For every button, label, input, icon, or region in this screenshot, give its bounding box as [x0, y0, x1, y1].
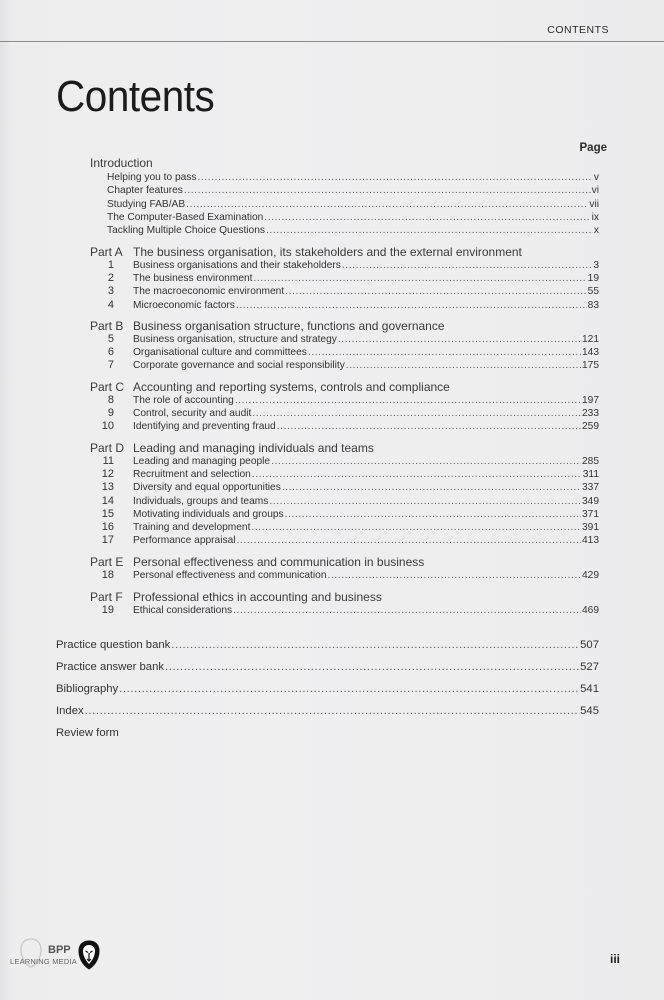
entry-title: The business environment [133, 273, 253, 285]
intro-entry[interactable] [107, 172, 599, 184]
intro-entry[interactable] [107, 212, 599, 224]
chapter-number: 8 [107, 394, 114, 406]
logo-brand: BPP [48, 944, 71, 956]
entry-title: Chapter features [107, 185, 183, 197]
entry-page-number: 541 [580, 683, 599, 695]
chapter-entry[interactable] [133, 300, 599, 312]
dot-leader [233, 605, 581, 617]
chapter-entry[interactable] [133, 570, 599, 582]
page-column-heading: Page [579, 142, 607, 154]
chapter-entry[interactable] [133, 496, 599, 508]
back-matter-entry[interactable] [56, 639, 599, 651]
chapter-entry[interactable] [133, 469, 599, 481]
part-title: Professional ethics in accounting and business [133, 590, 382, 604]
dot-leader [186, 199, 588, 211]
entry-page-number: 233 [582, 408, 599, 420]
back-matter-entry[interactable] [56, 661, 599, 673]
part-label: Part D [90, 441, 125, 455]
logo-subtitle: LEARNING MEDIA [10, 957, 77, 966]
chapter-number: 5 [107, 333, 114, 345]
dot-leader [327, 570, 581, 582]
entry-title: Microeconomic factors [133, 299, 235, 311]
entry-page-number: 83 [587, 299, 599, 311]
dot-leader [342, 260, 592, 272]
entry-page-number: 143 [582, 347, 599, 359]
entry-page-number: 19 [587, 273, 599, 285]
entry-page-number: 121 [582, 334, 599, 345]
chapter-entry[interactable] [133, 482, 599, 494]
dot-leader [277, 421, 581, 433]
dot-leader [264, 212, 590, 224]
entry-title: Control, security and audit [133, 408, 252, 420]
entry-title: The role of accounting [133, 395, 234, 406]
chapter-entry[interactable] [133, 456, 599, 468]
chapter-number: 11 [102, 455, 114, 467]
running-head-label: CONTENTS [547, 24, 609, 36]
entry-page-number: 3 [593, 260, 599, 271]
entry-page-number: 429 [582, 570, 599, 581]
entry-title: Ethical considerations [133, 605, 233, 616]
chapter-entry[interactable] [133, 408, 599, 420]
chapter-entry[interactable] [133, 509, 599, 521]
intro-entry[interactable] [107, 225, 599, 237]
entry-page-number: 259 [582, 421, 599, 433]
entry-title: Tackling Multiple Choice Questions [107, 225, 265, 237]
chapter-number: 16 [101, 521, 114, 533]
dot-leader [236, 300, 587, 312]
dot-leader [271, 456, 581, 468]
entry-page-number: 469 [582, 605, 599, 616]
chapter-number: 2 [107, 272, 114, 285]
chapter-number: 10 [101, 420, 114, 433]
entry-page-number: 413 [582, 535, 599, 547]
intro-entry[interactable] [107, 185, 599, 197]
entry-page-number: 545 [580, 705, 599, 717]
chapter-entry[interactable] [133, 605, 599, 617]
chapter-number: 1 [107, 259, 114, 271]
introduction-heading: Introduction [90, 156, 153, 170]
dot-leader [338, 334, 581, 346]
entry-title: Index [56, 705, 84, 717]
intro-entry[interactable] [107, 199, 599, 211]
entry-title: Training and development [133, 522, 251, 533]
entry-title: The macroeconomic environment [133, 286, 285, 298]
entry-title: Identifying and preventing fraud [133, 421, 276, 433]
entry-title: Practice question bank [56, 639, 171, 651]
chapter-number: 17 [101, 534, 114, 547]
dot-leader [282, 482, 581, 494]
entry-page-number: 371 [582, 508, 599, 520]
entry-title: Performance appraisal [133, 535, 236, 547]
dot-leader [346, 360, 581, 372]
chapter-entry[interactable] [133, 522, 599, 534]
dot-leader [285, 286, 586, 298]
entry-page-number: 507 [580, 639, 599, 651]
chapter-entry[interactable] [133, 273, 599, 285]
part-label: Part A [90, 245, 123, 259]
entry-title: Organisational culture and committees [133, 347, 307, 359]
entry-title: Leading and managing people [133, 456, 271, 467]
dot-leader [85, 705, 580, 717]
entry-title: Diversity and equal opportunities [133, 482, 281, 494]
entry-title: Studying FAB/AB [107, 198, 186, 210]
entry-title: Motivating individuals and groups [133, 508, 284, 520]
dot-leader [235, 395, 581, 407]
dot-leader [253, 273, 586, 285]
entry-page-number: 285 [582, 456, 599, 467]
chapter-number: 14 [101, 494, 114, 507]
entry-page-number: v [593, 172, 599, 183]
running-head [0, 24, 664, 42]
part-title: Accounting and reporting systems, controls and compliance [133, 380, 450, 394]
entry-title: Business organisations and their stakeholders [133, 260, 341, 271]
page-number: iii [609, 952, 620, 966]
dot-leader [252, 408, 581, 420]
entry-page-number: 175 [582, 360, 599, 372]
lion-shield-icon [78, 940, 100, 970]
entry-title: Recruitment and selection [133, 469, 251, 481]
entry-page-number: 349 [582, 495, 599, 507]
entry-title: Personal effectiveness and communication [133, 570, 327, 581]
entry-title: The Computer-Based Examination [107, 211, 264, 223]
dot-leader [165, 661, 579, 673]
chapter-number: 12 [101, 468, 114, 481]
part-label: Part B [90, 319, 124, 333]
entry-page-number: vi [591, 185, 599, 197]
part-label: Part E [90, 555, 124, 569]
dot-leader [119, 683, 579, 695]
entry-page-number: vii [589, 198, 599, 210]
chapter-entry[interactable] [133, 535, 599, 547]
entry-title: Individuals, groups and teams [133, 495, 269, 507]
entry-page-number: 391 [582, 522, 599, 533]
entry-page-number: 55 [587, 286, 599, 298]
entry-page-number: x [593, 225, 599, 237]
back-matter-entry[interactable] [56, 683, 599, 695]
chapter-entry[interactable] [133, 334, 599, 346]
entry-title: Corporate governance and social responsibility [133, 360, 345, 372]
chapter-entry[interactable] [133, 347, 599, 359]
part-label: Part F [90, 590, 123, 604]
dot-leader [197, 172, 592, 184]
chapter-number: 13 [101, 481, 114, 494]
chapter-number: 18 [101, 569, 114, 581]
entry-title: Helping you to pass [107, 172, 197, 183]
dot-leader [252, 469, 582, 481]
chapter-number: 19 [101, 604, 114, 616]
part-title: The business organisation, its stakeholders and the external environment [133, 245, 522, 259]
entry-page-number: 311 [582, 469, 599, 481]
entry-title: Review form [56, 727, 119, 739]
part-title: Personal effectiveness and communication in business [133, 555, 425, 569]
page-title: Contents [56, 72, 215, 121]
back-matter-entry[interactable] [56, 727, 599, 739]
dot-leader [171, 639, 579, 651]
part-title: Business organisation structure, functions and governance [133, 319, 445, 333]
chapter-entry[interactable] [133, 286, 599, 298]
chapter-entry[interactable] [133, 395, 599, 407]
dot-leader [237, 535, 582, 547]
chapter-entry[interactable] [133, 421, 599, 433]
chapter-number: 4 [107, 298, 114, 311]
dot-leader [285, 509, 581, 521]
entry-page-number: 197 [582, 395, 599, 406]
entry-title: Business organisation, structure and strategy [133, 334, 337, 345]
part-label: Part C [90, 380, 125, 394]
chapter-entry[interactable] [133, 360, 599, 372]
chapter-number: 15 [101, 507, 114, 520]
dot-leader [308, 347, 581, 359]
entry-title: Practice answer bank [56, 661, 164, 673]
dot-leader [269, 496, 581, 508]
chapter-number: 7 [107, 359, 114, 372]
chapter-number: 3 [107, 285, 114, 298]
chapter-entry[interactable] [133, 260, 599, 272]
chapter-number: 9 [107, 407, 114, 420]
dot-leader [184, 185, 591, 197]
entry-page-number: ix [591, 211, 599, 223]
entry-title: Bibliography [56, 683, 119, 695]
dot-leader [266, 225, 593, 237]
back-matter-entry[interactable] [56, 705, 599, 717]
entry-page-number: 527 [580, 661, 599, 673]
chapter-number: 6 [107, 346, 114, 359]
dot-leader [251, 522, 581, 534]
part-title: Leading and managing individuals and teams [133, 441, 374, 455]
entry-page-number: 337 [582, 482, 599, 494]
